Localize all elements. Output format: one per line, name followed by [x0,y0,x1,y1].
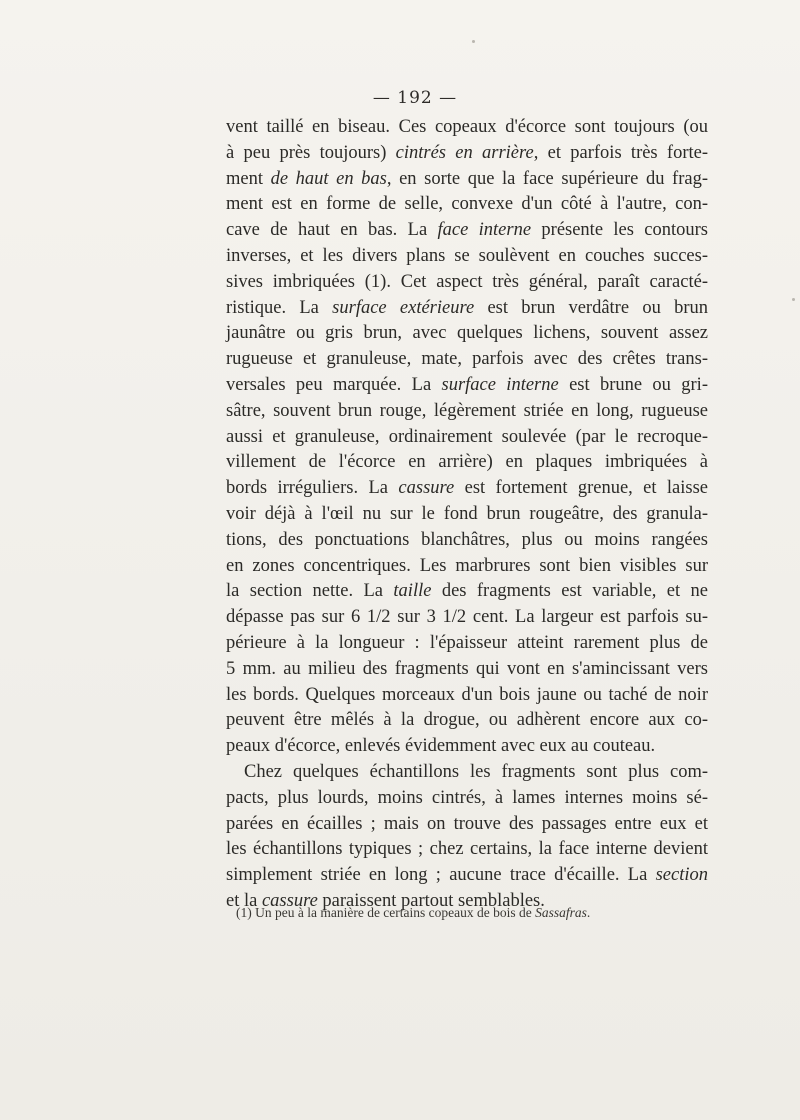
italic-term: cintrés en arrière [395,142,534,163]
text-line: jaunâtre ou gris brun, avec quelques lichens, souvent assez [226,323,708,344]
paper-speck [472,40,475,43]
text-line: pacts, plus lourds, moins cintrés, à lames internes moins sé- [226,787,708,808]
text-line: Chez quelques échantillons les fragments sont plus com- [244,761,708,782]
page-number: — 192 — [372,88,458,108]
italic-term: taille [393,581,432,602]
text-line: les échantillons typiques ; chez certains, la face interne devient [226,839,708,860]
italic-term: face interne [437,220,532,241]
text-line: villement de l'écorce en arrière) en plaques imbriquées à [226,452,708,473]
text-line: et la cassure paraissent partout semblables. [226,890,545,911]
body-text [226,115,708,915]
text-line: à peu près toujours) cintrés en arrière, et parfois très forte- [226,142,708,163]
text-line: la section nette. La taille des fragments est variable, et ne [226,581,709,602]
text-line: cave de haut en bas. La face interne présente les contours [226,220,708,241]
text-line: périeure à la longueur : l'épaisseur atteint rarement plus de [226,632,708,653]
italic-term: cassure [398,478,455,499]
text-line: ristique. La surface extérieure est brun verdâtre ou brun [226,297,708,318]
text-line: aussi et granuleuse, ordinairement soulevée (par le recroque- [226,426,708,447]
footnote: (1) Un peu à la manière de certains copeaux de bois de Sassafras. [236,905,591,920]
text-line: 5 mm. au milieu des fragments qui vont en s'amincissant vers [226,658,708,679]
text-line: tions, des ponctuations blanchâtres, plus ou moins rangées [226,529,708,550]
text-line: bords irréguliers. La cassure est fortement grenue, et laisse [226,478,708,499]
text-line: peaux d'écorce, enlevés évidemment avec eux au couteau. [226,736,656,757]
text-line: ment est en forme de selle, convexe d'un côté à l'autre, con- [226,194,708,215]
text-line: dépasse pas sur 6 1/2 sur 3 1/2 cent. La largeur est parfois su- [226,607,708,628]
italic-term: cassure [261,890,318,911]
text-line: les bords. Quelques morceaux d'un bois jaune ou taché de noir [226,684,708,705]
text-line: voir déjà à l'œil nu sur le fond brun rougeâtre, des granula- [226,503,708,524]
text-line: en zones concentriques. Les marbrures sont bien visibles sur [226,555,708,576]
italic-term: surface interne [441,374,559,395]
italic-term: surface extérieure [332,297,475,318]
text-line: parées en écailles ; mais on trouve des passages entre eux et [226,813,708,834]
text-line: simplement striée en long ; aucune trace d'écaille. La section [226,865,708,886]
text-line: peuvent être mêlés à la drogue, ou adhèrent encore aux co- [226,710,708,731]
text-line: vent taillé en biseau. Ces copeaux d'écorce sont toujours (ou [226,117,708,137]
text-line: inverses, et les divers plans se soulèvent en couches succes- [226,245,708,266]
italic-term: de haut en bas [270,168,387,189]
text-line: versales peu marquée. La surface interne est brune ou gri- [226,374,708,395]
text-line: sâtre, souvent brun rouge, légèrement striée en long, rugueuse [226,400,708,421]
italic-term: section [655,865,708,886]
text-line: ment de haut en bas, en sorte que la face supérieure du frag- [226,168,708,189]
text-line: rugueuse et granuleuse, mate, parfois avec des crêtes trans- [226,349,708,370]
paper-speck [792,298,795,301]
text-line: sives imbriquées (1). Cet aspect très général, paraît caracté- [226,271,708,292]
italic-term: Sassafras [535,905,587,920]
